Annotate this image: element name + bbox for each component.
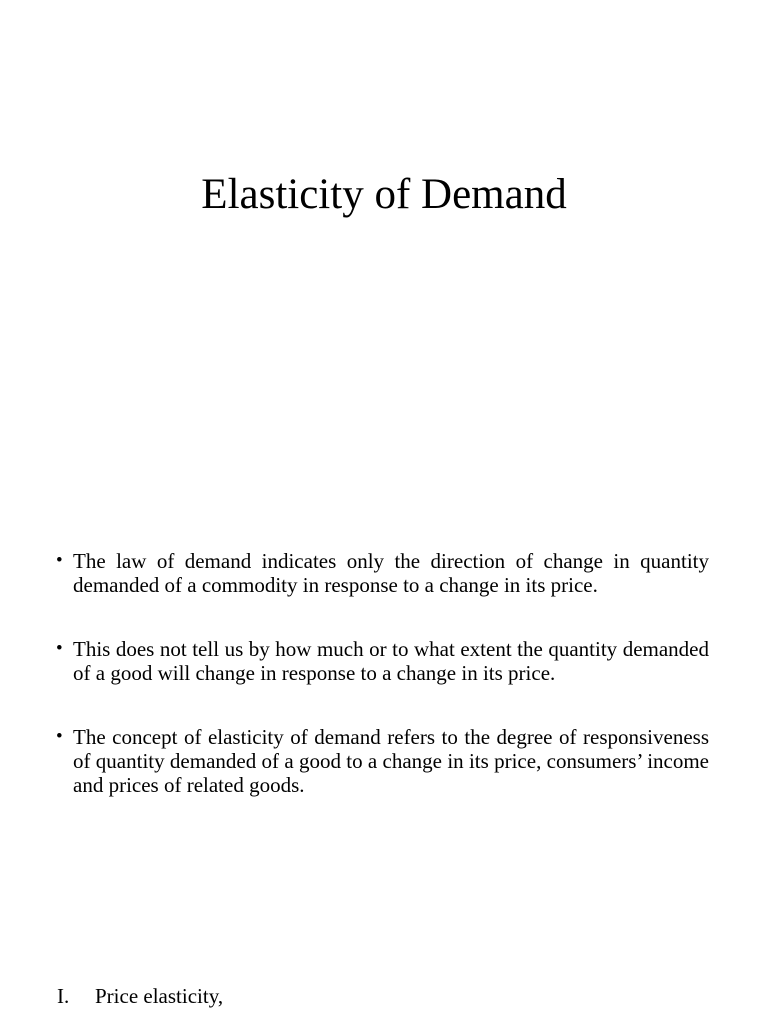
numbered-text: Price elasticity, [95, 984, 224, 1008]
bullet-text: The law of demand indicates only the direction of change in quantity demanded of a commodity in response to a change in its price. [73, 549, 709, 597]
bullet-text: This does not tell us by how much or to what extent the quantity demanded of a good will change in response to a change in its price. [73, 637, 709, 685]
bullet-item [56, 637, 709, 685]
numbered-marker: I. [57, 984, 70, 1008]
bullet-marker: • [56, 550, 63, 571]
bullet-text: The concept of elasticity of demand refers to the degree of responsiveness of quantity demanded of a good to a change in its price, consumers’ income and prices of related goods. [73, 725, 709, 797]
bullet-list [56, 549, 709, 797]
numbered-item [57, 983, 707, 1009]
bullet-marker: • [56, 726, 63, 747]
numbered-list [57, 983, 707, 1009]
bullet-marker: • [56, 638, 63, 659]
bullet-item [56, 725, 709, 797]
slide-title: Elasticity of Demand [201, 171, 567, 218]
bullet-item [56, 549, 709, 597]
